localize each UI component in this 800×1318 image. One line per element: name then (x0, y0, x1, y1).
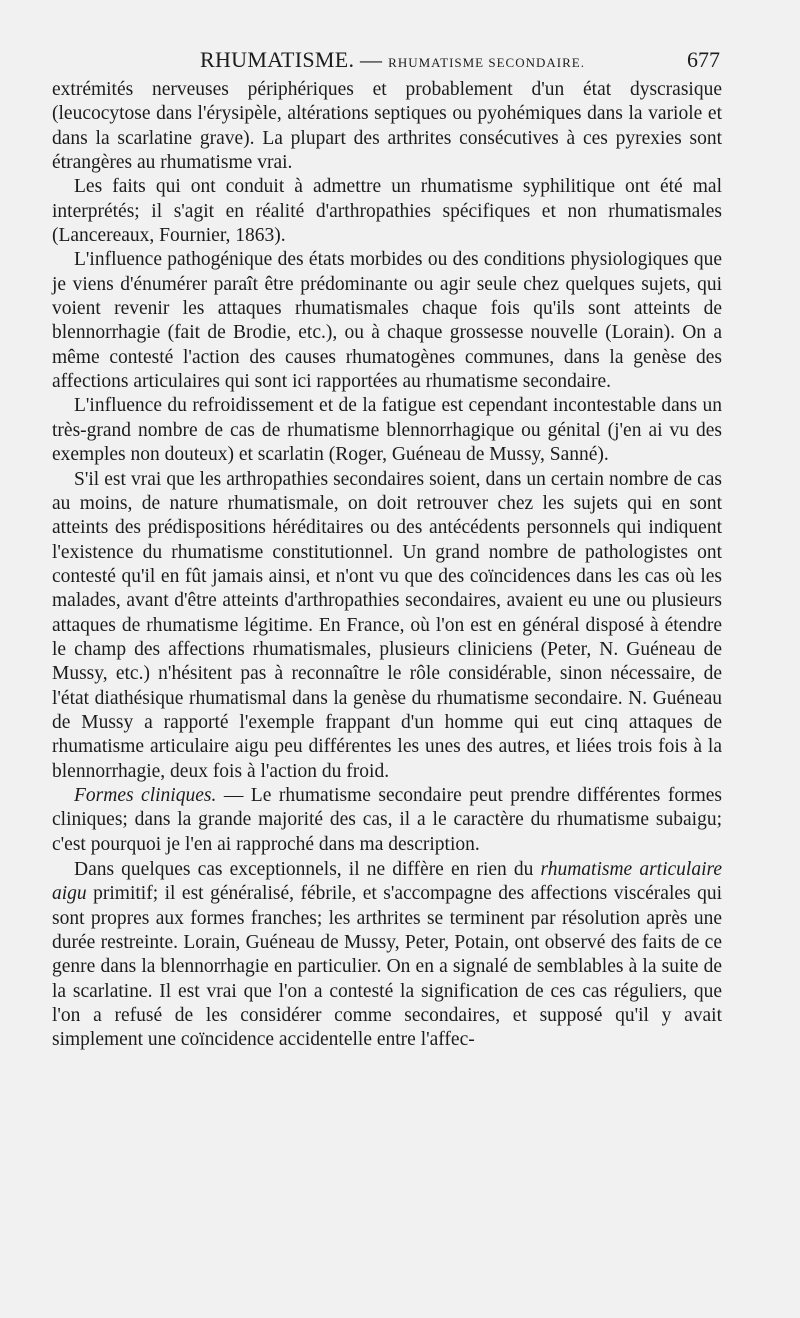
paragraph-3: L'influence pathogénique des états morbides ou des conditions physiologiques que je viens d'énumérer paraît être prédominante ou agir seule chez quelques sujets, qui voient revenir les attaques rhumatismales chaque fois qu'ils sont atteints de blennorrhagie (fait de Brodie, etc.), ou à chaque grossesse nouvelle (Lorain). On a même contesté l'action des causes rhumatogènes communes, dans la genèse des affections articulaires qui sont ici rapportées au rhumatisme secondaire. (52, 249, 722, 393)
paragraph-7-start: Dans quelques cas exceptionnels, il ne diffère en rien du (74, 859, 541, 880)
paragraph-5: S'il est vrai que les arthropathies secondaires soient, dans un certain nombre de cas au moins, de nature rhumatismale, on doit retrouver chez les sujets qui en sont atteints des prédispositions héréditaires ou des antécédents personnels qui indiquent l'existence du rhumatisme constitutionnel. Un grand nombre de pathologistes ont contesté qu'il en fût jamais ainsi, et n'ont vu que des coïncidences dans les cas où les malades, avant d'être atteints d'arthropathies secondaires, avaient eu une ou plusieurs attaques de rhumatisme légitime. En France, où l'on est en général disposé à étendre le champ des affections rhumatismales, plusieurs cliniciens (Peter, N. Guéneau de Mussy, etc.) n'hésitent pas à reconnaître le rôle considérable, sinon nécessaire, de l'état diathésique rhumatismal dans la genèse du rhumatisme secondaire. N. Guéneau de Mussy a rapporté l'exemple frappant d'un homme qui eut cinq attaques de rhumatisme articulaire aigu peu différentes les unes des autres, et liées trois fois à la blennorrhagie, deux fois à l'action du froid. (52, 468, 722, 782)
running-header (52, 47, 720, 77)
paragraph-7-italic: rhumatisme articulaire aigu (52, 859, 723, 905)
paragraph-7 (52, 858, 722, 1053)
page-number: 677 (687, 47, 720, 72)
paragraph-4: L'influence du refroidissement et de la fatigue est cependant incontestable dans un très-grand nombre de cas de rhumatisme blennorrhagique ou génital (j'en ai vu des exemples non douteux) et scarlatin (Roger, Guéneau de Mussy, Sanné). (52, 395, 722, 466)
paragraph-7-end: primitif; il est généralisé, fébrile, et s'accompagne des affections viscérales qui sont propres aux formes franches; les arthrites se terminent par résolution après une durée restreinte. Lorain, Guéneau de Mussy, Peter, Potain, ont observé des faits de ce genre dans la blennorrhagie en particulier. On en a signalé de semblables à la suite de la scarlatine. Il est vrai que l'on a contesté la signification de ces cas réguliers, que l'on a refusé de les considérer comme secondaires, et supposé qu'il y avait simplement une coïncidence accidentelle entre l'affec- (52, 883, 722, 1051)
paragraph-6 (52, 784, 722, 857)
paragraph-1: extrémités nerveuses périphériques et probablement d'un état dyscrasique (leucocytose dans l'érysipèle, altérations septiques ou pyohémiques dans la variole et dans la scarlatine grave). La plupart des arthrites consécutives à ces pyrexies sont étrangères au rhumatisme vrai. (52, 79, 722, 174)
body-text (52, 78, 722, 1053)
section-heading-formes-cliniques: Formes cliniques. (74, 784, 217, 806)
paragraph-6-text: — Le rhumatisme secondaire peut prendre différentes formes cliniques; dans la grande majorité des cas, il a le caractère du rhumatisme subaigu; c'est pourquoi je l'en ai rapproché dans ma description. (52, 784, 722, 855)
header-title (200, 47, 585, 73)
header-subtitle: RHUMATISME SECONDAIRE. (388, 55, 585, 70)
header-main: RHUMATISME. — (200, 47, 389, 72)
paragraph-2: Les faits qui ont conduit à admettre un rhumatisme syphilitique ont été mal interprétés; il s'agit en réalité d'arthropathies spécifiques et non rhumatismales (Lancereaux, Fournier, 1863). (52, 176, 722, 247)
